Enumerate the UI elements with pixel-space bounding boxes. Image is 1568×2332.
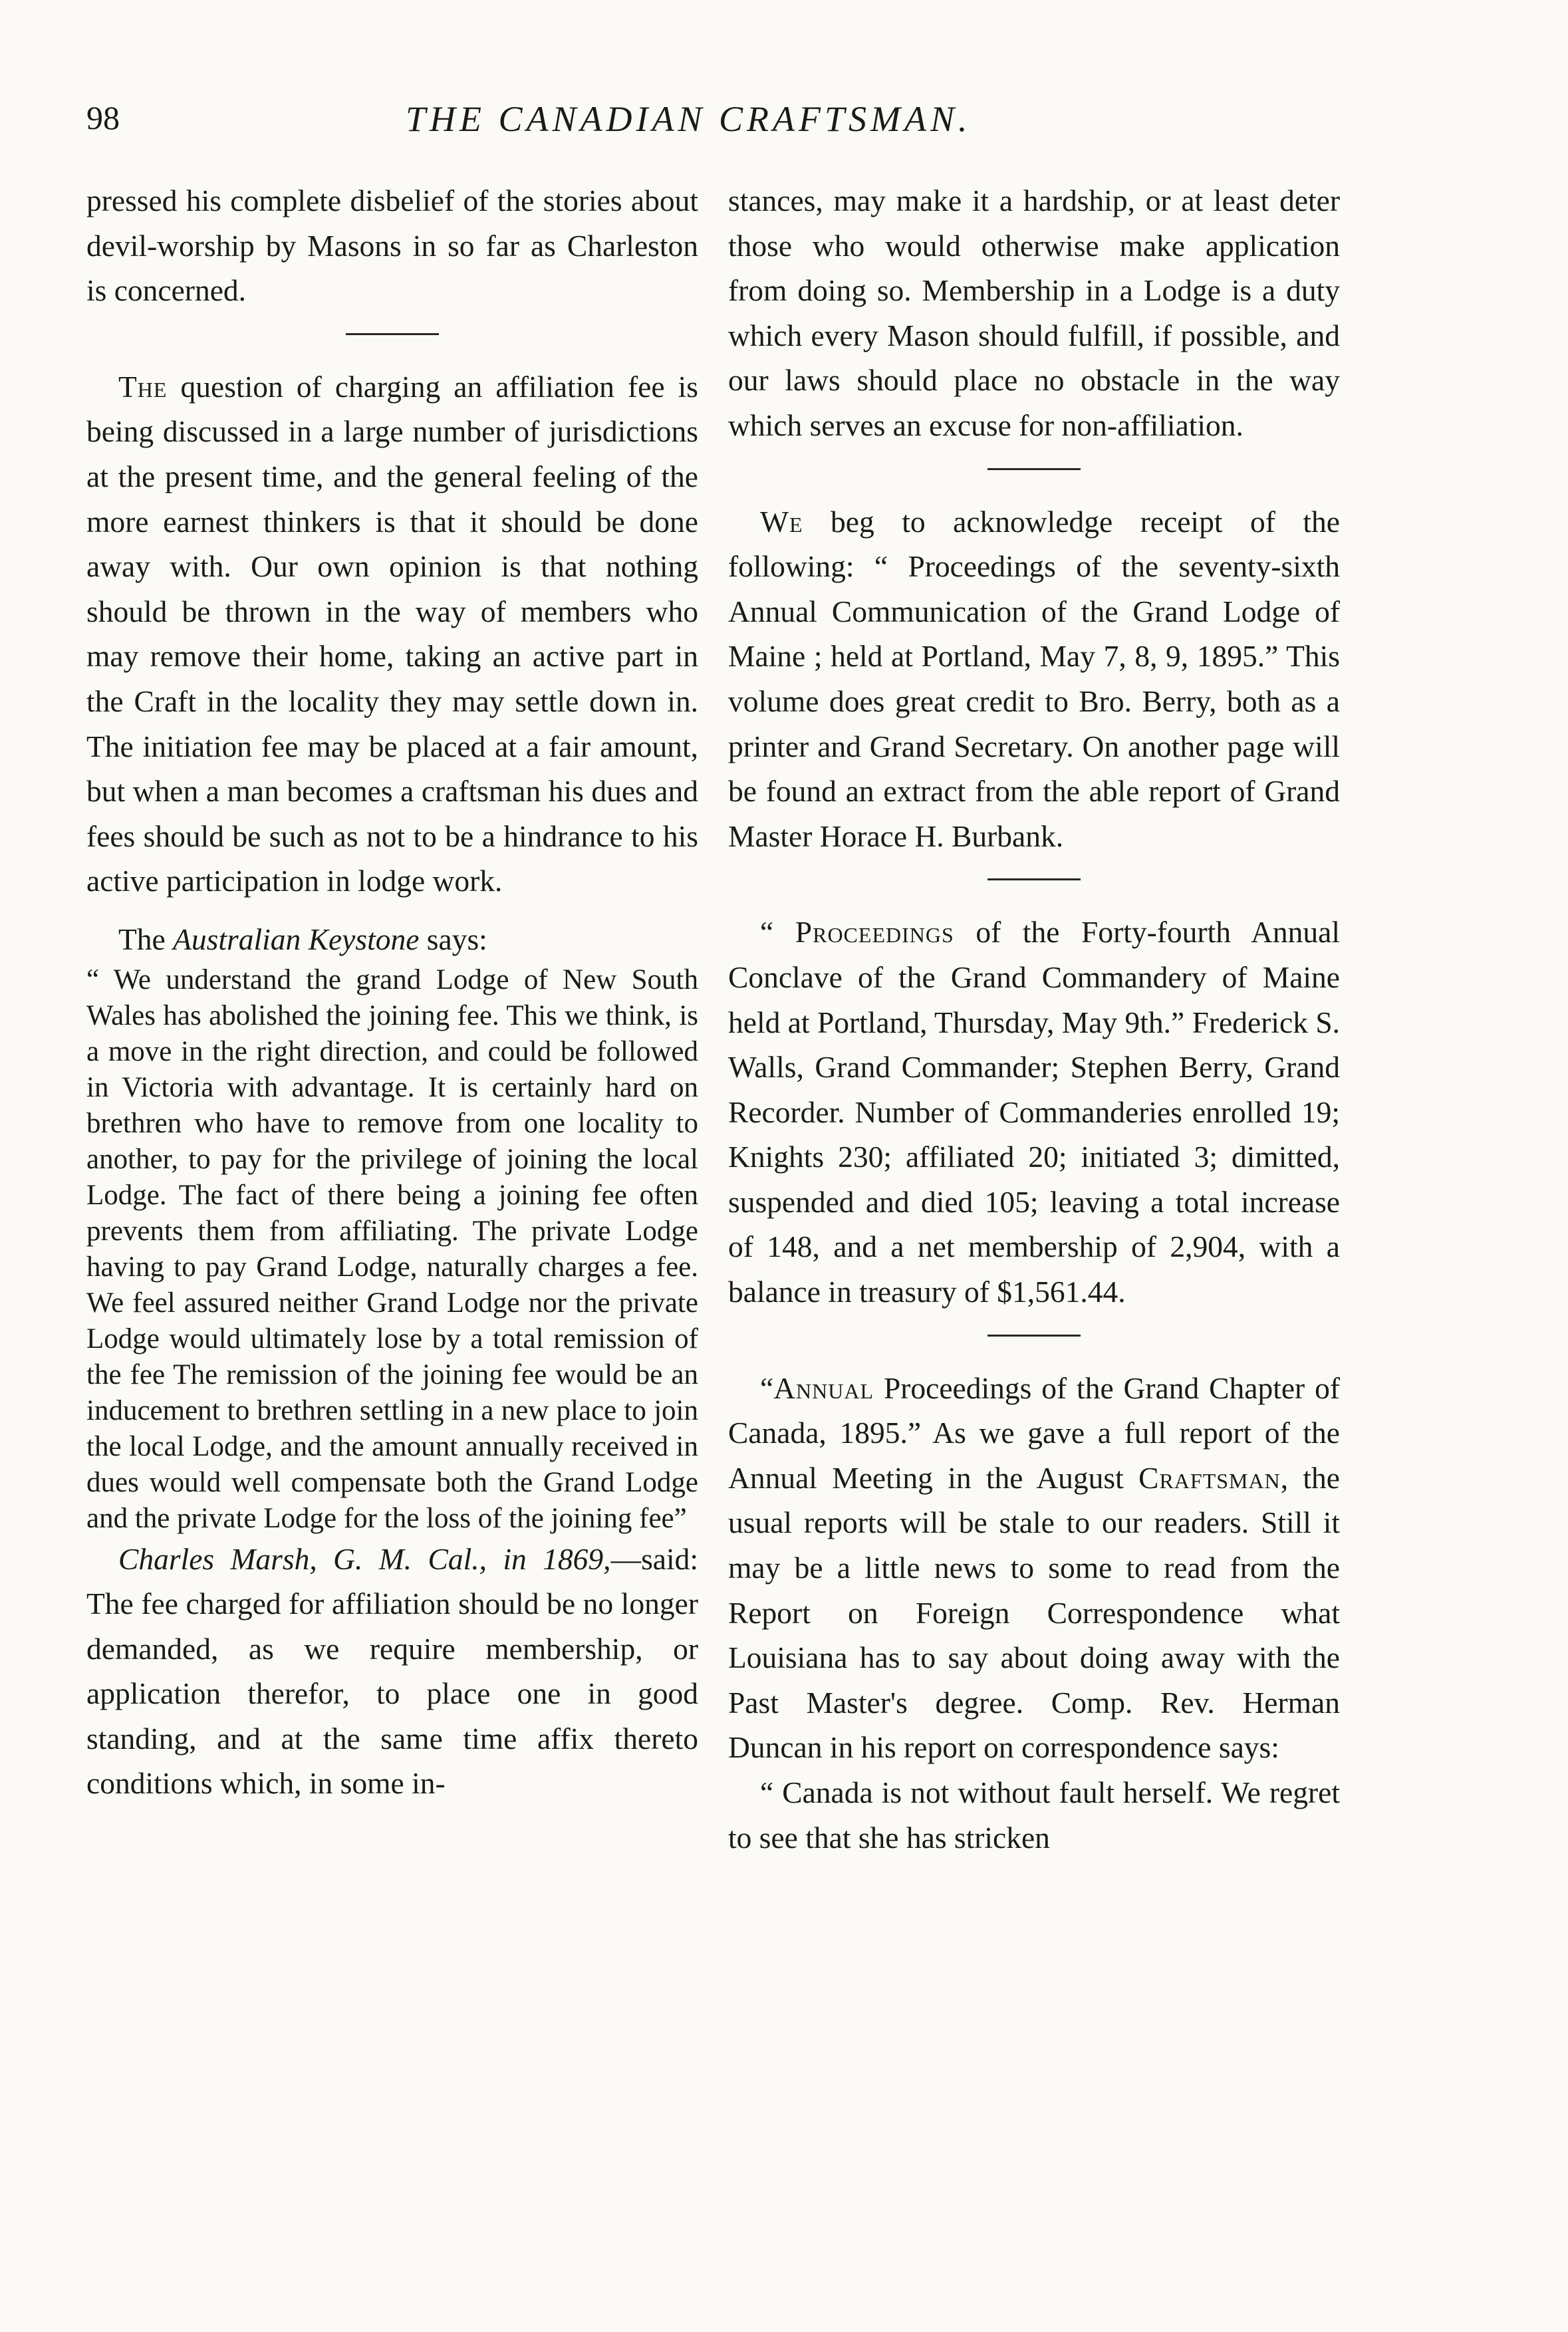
- lead-word: Annual: [773, 1370, 874, 1405]
- section-divider: [987, 468, 1081, 470]
- duncan-quote: “ Canada is not without fault herself. We regret to see that she has stricken: [728, 1775, 1340, 1855]
- keystone-intro: The Australian Keystone says:: [118, 922, 487, 956]
- page-header: [86, 98, 1317, 152]
- commandery-paragraph: “ Proceedings of the Forty-fourth Annual Conclave of the Grand Commandery of Maine held at Portland, Thursday, May 9th.” Frederick S. Walls, Grand Commander; Stephen Berry, Grand Recorder. Number of Commanderies enrolled 19; Knights 230; affiliated 20; initiated 3; dimitted, suspended and died 105; leaving a total increase of 148, and a net membership of 2,904, with a balance in treasury of $1,561.44.: [728, 915, 1340, 1309]
- publication-name: Craftsman: [1138, 1460, 1281, 1495]
- right-paragraph-continued: stances, may make it a hardship, or at least deter those who would otherwise make application from doing so. Membership in a Lodge is a duty which every Mason should fulfill, if possible, and our laws should place no obstacle in the way which serves an excuse for non-affiliation.: [728, 184, 1340, 442]
- grand-chapter-paragraph: “Annual Proceedings of the Grand Chapter of Canada, 1895.” As we gave a full report of the Annual Meeting in the August Craftsman, the usual reports will be stale to our readers. Still it may be a little news to some to read from the Report on Foreign Correspondence what Louisiana has to say about doing away with the Past Master's degree. Comp. Rev. Herman Duncan in his report on correspondence says:: [728, 1370, 1340, 1765]
- lead-word: We: [760, 504, 803, 539]
- affiliation-fee-paragraph: The question of charging an affiliation fee is being discussed in a large number of jurisdictions at the present time, and the general feeling of the more earnest thinkers is that it should be done away with. Our own opinion is that nothing should be thrown in the way of members who may remove their home, taking an active part in the Craft in the locality they may settle down in. The initiation fee may be placed at a fair amount, but when a man becomes a craftsman his dues and fees should be such as not to be a hindrance to his active participation in lodge work.: [86, 369, 698, 898]
- section-divider: [987, 1335, 1081, 1337]
- acknowledgement-paragraph: We beg to acknowledge receipt of the following: “ Proceedings of the seventy-sixth Annual Communication of the Grand Lodge of Maine ; held at Portland, May 7, 8, 9, 1895.” This volume does great credit to Bro. Berry, both as a printer and Grand Secretary. On another page will be found an extract from the able report of Grand Master Horace H. Burbank.: [728, 504, 1340, 853]
- left-paragraph-continued: pressed his complete disbelief of the stories about devil-worship by Masons in so far as Charleston is concerned.: [86, 184, 698, 308]
- left-column: [86, 178, 698, 1806]
- lead-word: The: [118, 369, 168, 404]
- marsh-paragraph: Charles Marsh, G. M. Cal., in 1869,—said: The fee charged for affiliation should be no longer demanded, as we require membership, or application therefor, to place one in good standing, and at the same time affix thereto conditions which, in some in-: [86, 1541, 698, 1801]
- section-divider: [346, 333, 439, 335]
- lead-word: Proceedings: [795, 915, 954, 950]
- right-column: [728, 178, 1340, 1860]
- cited-name: Charles Marsh, G. M. Cal., in 1869,: [118, 1541, 611, 1576]
- running-title: THE CANADIAN CRAFTSMAN.: [406, 99, 972, 139]
- section-divider: [987, 878, 1081, 880]
- page-number: 98: [86, 99, 120, 136]
- keystone-quote: “ We understand the grand Lodge of New South Wales has abolished the joining fee. This we think, is a move in the right direction, and could be followed in Victoria with advantage. It is certainly hard on brethren who have to remove from one locality to another, to pay for the privilege of joining the local Lodge. The fact of there being a joining fee often prevents them from affiliating. The private Lodge having to pay Grand Lodge, naturally charges a fee. We feel assured neither Grand Lodge nor the private Lodge would ultimately lose by a total remission of the fee The remission of the joining fee would be an inducement to brethren settling in a new place to join the local Lodge, and the amount annually received in dues would well compensate both the Grand Lodge and the private Lodge for the loss of the joining fee”: [86, 964, 698, 1534]
- publication-title: Australian Keystone: [173, 922, 420, 956]
